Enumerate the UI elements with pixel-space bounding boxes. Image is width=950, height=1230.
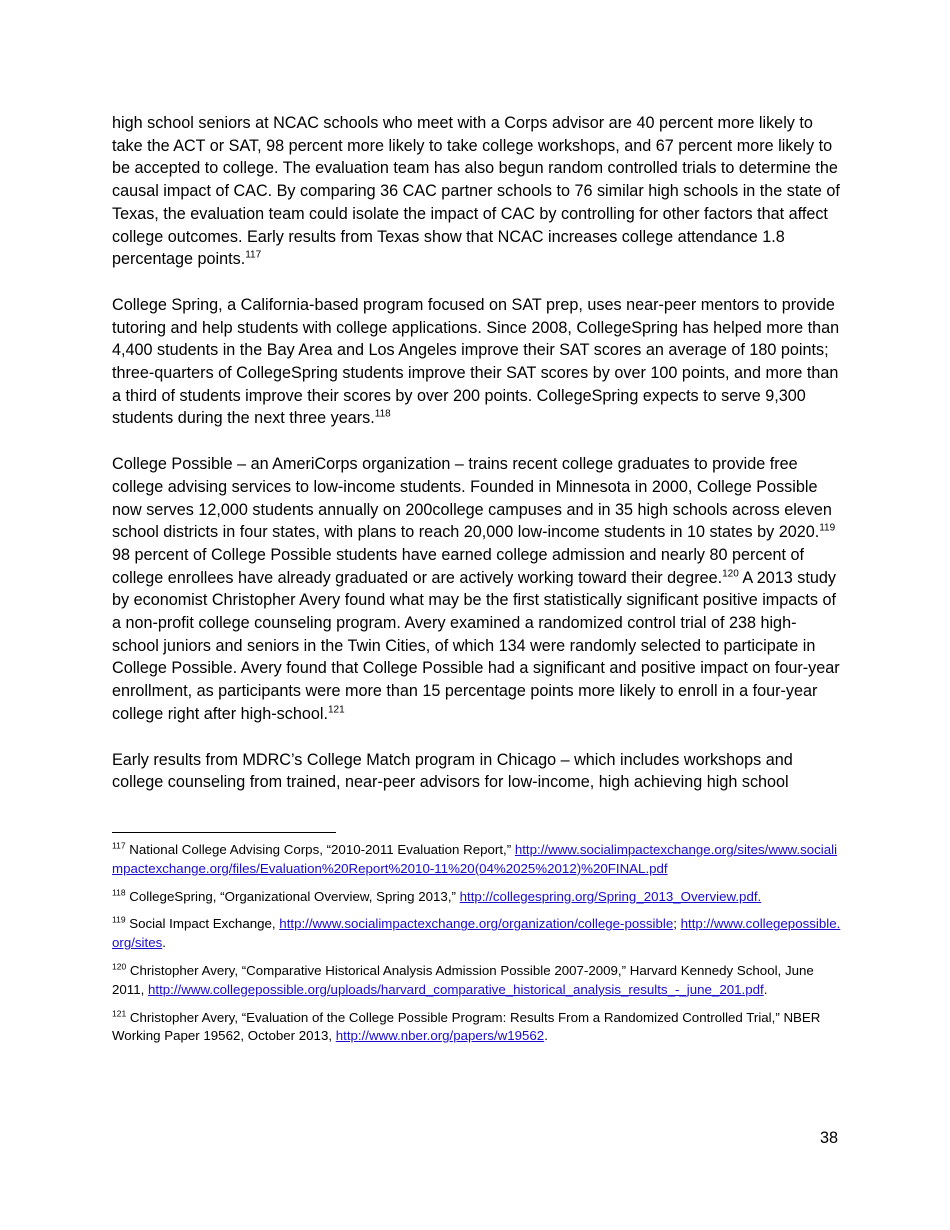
footnote-ref-118[interactable]: 118 <box>374 409 391 421</box>
paragraph-mdrc: Early results from MDRC’s College Match program in Chicago – which includes workshops and college counseling from trained, near-peer advisors for low-income, high achieving high school <box>112 750 793 792</box>
footnote-119-link[interactable]: http://www.socialimpactexchange.org/organization/college-possible <box>279 916 674 932</box>
footnote-120-link[interactable]: http://www.collegepossible.org/uploads/harvard_comparative_historical_analysis_results_-_june_201.pdf <box>147 981 764 997</box>
footnote-ref-119[interactable]: 119 <box>819 522 836 534</box>
paragraph-ncac: high school seniors at NCAC schools who meet with a Corps advisor are 40 percent more likely to take the ACT or SAT, 98 percent more likely to take college workshops, and 67 percent more likely to be accepted to college. The evaluation team has also begun random controlled trials to determine the causal impact of CAC. By comparing 36 CAC partner schools to 76 similar high schools in the state of Texas, the evaluation team could isolate the impact of CAC by controlling for other factors that affect college outcomes. Early results from Texas show that NCAC increases college attendance 1.8 percentage points.$^{117}$ <box>112 114 840 269</box>
page-number: 38 <box>819 1129 838 1147</box>
paragraph-collegespring: College Spring, a California-based program focused on SAT prep, uses near-peer mentors to provide tutoring and help students with college applications. Since 2008, CollegeSpring has helped more than 4,400 students in the Bay Area and Los Angeles improve their SAT scores an average of 180 points; three-quarters of CollegeSpring students improve their SAT scores by over 100 points, and more than a third of students improve their scores by over 200 points. CollegeSpring expects to serve 9,300 students during the next three years.$^{118}$ <box>112 295 840 428</box>
footnote-119: $^{119}$ Social Impact Exchange, http://www.socialimpactexchange.org/organization/college-possible; http://www.collegepossible.org/sites. <box>112 914 841 951</box>
footnote-121-link[interactable]: http://www.nber.org/papers/w19562 <box>335 1028 545 1044</box>
footnote-117: $^{117}$ National College Advising Corps, “2010-2011 Evaluation Report,” http://www.socialimpactexchange.org/sites/www.socialimpactexchange.org/files/Evaluation%20Report%2010-11%20(04%2025%2012)%20FINAL.pdf <box>112 840 838 876</box>
footnote-ref-120[interactable]: 120 <box>722 568 739 580</box>
footnotes <box>112 841 847 1055</box>
footnote-121: $^{121}$ Christopher Avery, “Evaluation of the College Possible Program: Results From a Randomized Controlled Trial,” NBER Working Paper 19562, October 2013, http://www.nber.org/papers/w19562. <box>112 1008 821 1044</box>
paragraph-college-possible: College Possible – an AmeriCorps organization – trains recent college graduates to provide free college advising services to low-income students. Founded in Minnesota in 2000, College Possible now serves 12,000 students annually on 200college campuses and in 35 high schools across eleven school districts in four states, with plans to reach 20,000 low-income students in 10 states by 2020.$^{119}$ 98 percent of College Possible students have earned college admission and nearly 80 percent of college enrollees have already graduated or are actively working toward their degree.$^{120}$ A 2013 study by economist Christopher Avery found what may be the first statistically significant positive impacts of a non-profit college counseling program. Avery examined a randomized control trial of 238 high-school juniors and seniors in the Twin Cities, of which 134 were randomly selected to participate in College Possible. Avery found that College Possible had a significant and positive impact on four-year enrollment, as participants were more than 15 percentage points more likely to enroll in a four-year college right after high-school.$^{121}$ <box>112 455 840 723</box>
footnote-ref-117[interactable]: 117 <box>245 249 262 261</box>
footnote-118: $^{118}$ CollegeSpring, “Organizational Overview, Spring 2013,” http://collegespring.org/Spring_2013_Overview.pdf. <box>112 887 762 904</box>
footnote-117-link[interactable]: http://www.socialimpactexchange.org/sites/www.socialimpactexchange.org/files/Evaluation%20Report%2010-11%20(04%2025%2012)%20FINAL.pdf <box>112 842 838 876</box>
footnote-119-link-2[interactable]: http://www.collegepossible.org/sites <box>112 916 841 951</box>
footnote-ref-121[interactable]: 121 <box>327 704 345 716</box>
footnote-divider <box>112 832 336 833</box>
body-text <box>112 112 840 817</box>
footnote-120: $^{120}$ Christopher Avery, “Comparative Historical Analysis Admission Possible 2007-2009,” Harvard Kennedy School, June 2011, http://www.collegepossible.org/uploads/harvard_comparative_historical_analysis_results_-_june_201.pdf. <box>112 961 814 997</box>
footnote-118-link[interactable]: http://collegespring.org/Spring_2013_Overview.pdf. <box>459 888 762 904</box>
